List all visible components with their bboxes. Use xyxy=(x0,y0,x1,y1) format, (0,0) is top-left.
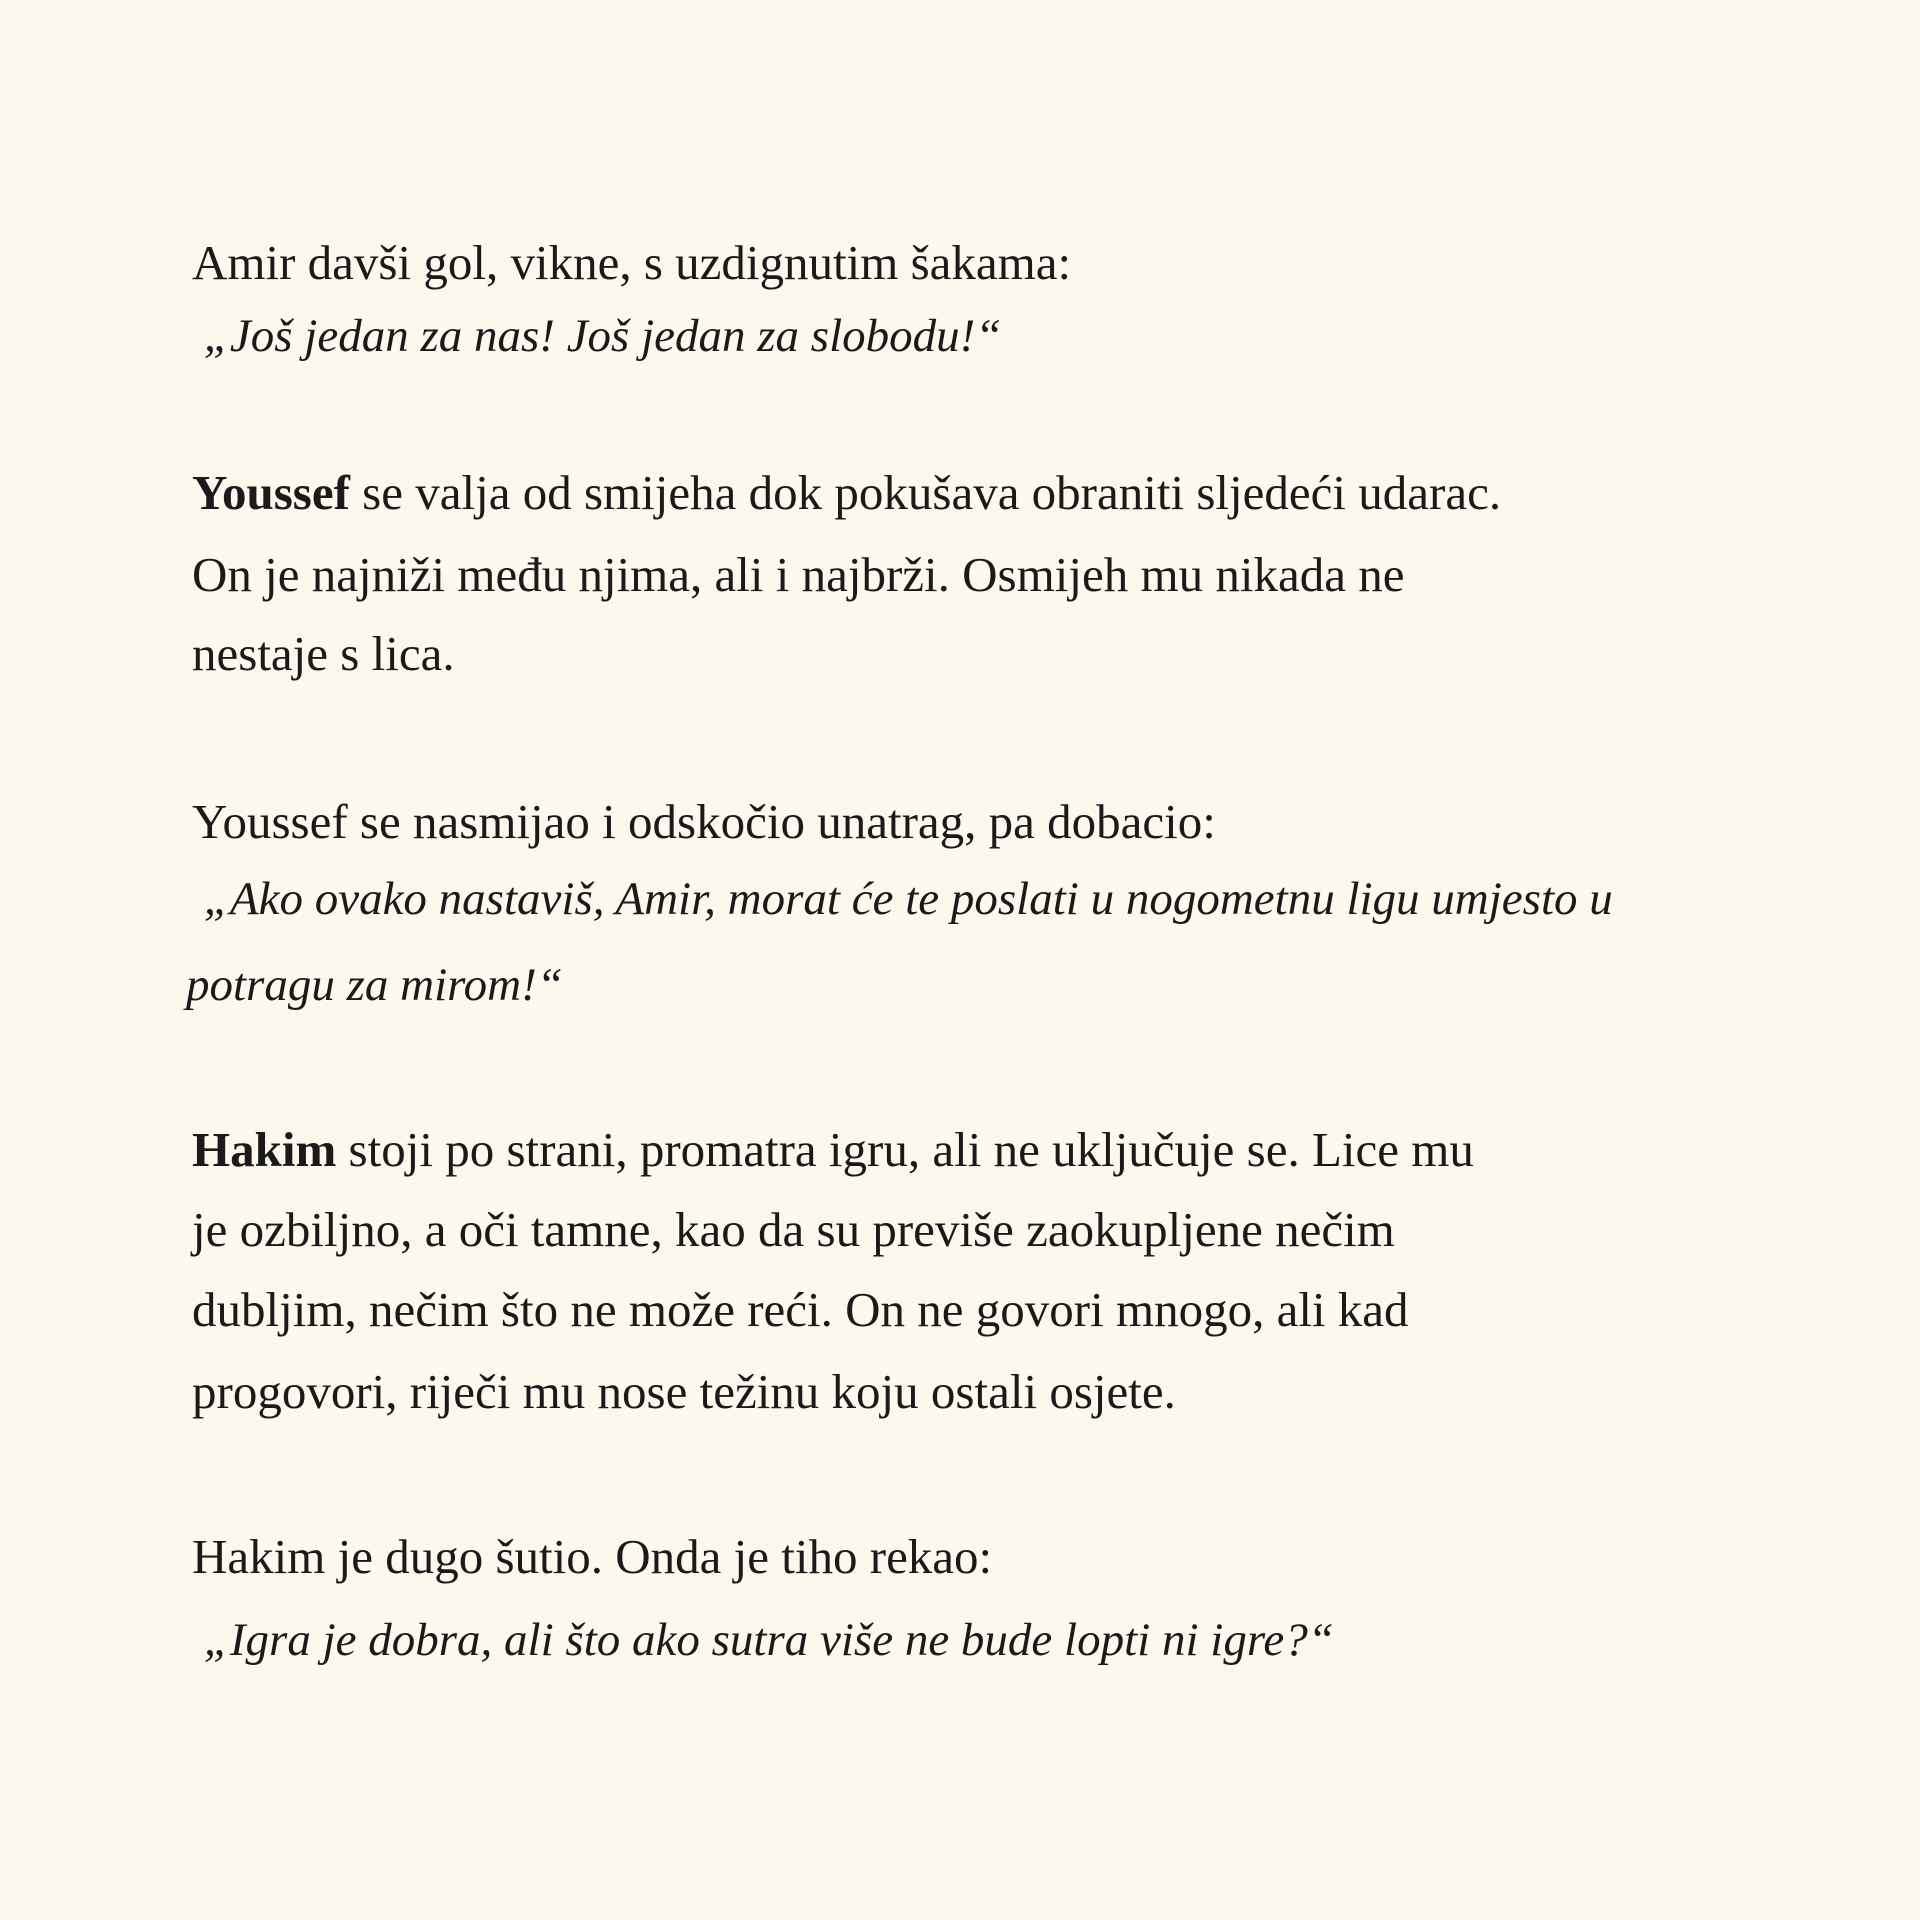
dialogue-line xyxy=(192,859,1613,939)
line-text: se valja od smijeha dok pokušava obraniti sljedeći udarac. xyxy=(349,465,1502,520)
narration-line xyxy=(192,1517,992,1597)
line-text: „Igra je dobra, ali što ako sutra više ne bude lopti ni igre?“ xyxy=(192,1614,1334,1666)
narration-line xyxy=(192,614,455,694)
narration-line xyxy=(192,1110,1474,1190)
line-text: nestaje s lica. xyxy=(192,626,455,681)
narration-line xyxy=(192,1352,1176,1432)
narration-line xyxy=(192,535,1404,615)
dialogue-line xyxy=(192,296,1001,376)
dialogue-line xyxy=(192,1600,1334,1680)
line-text: Youssef se nasmijao i odskočio unatrag, pa dobacio: xyxy=(192,794,1216,849)
narration-line xyxy=(192,1190,1395,1270)
line-text: „Ako ovako nastaviš, Amir, morat će te poslati u nogometnu ligu umjesto u xyxy=(192,873,1613,925)
line-text: „Još jedan za nas! Još jedan za slobodu!“ xyxy=(192,310,1002,362)
line-text: stoji po strani, promatra igru, ali ne uključuje se. Lice mu xyxy=(336,1122,1474,1177)
line-text: progovori, riječi mu nose težinu koju ostali osjete. xyxy=(192,1364,1176,1419)
narration-line xyxy=(192,782,1216,862)
narration-line xyxy=(192,223,1071,303)
line-text: Amir davši gol, vikne, s uzdignutim šakama: xyxy=(192,235,1072,290)
character-name: Youssef xyxy=(192,465,350,520)
line-text: je ozbiljno, a oči tamne, kao da su previše zaokupljene nečim xyxy=(192,1202,1395,1257)
narration-line xyxy=(192,453,1501,533)
character-name: Hakim xyxy=(192,1122,337,1177)
line-text: Hakim je dugo šutio. Onda je tiho rekao: xyxy=(192,1529,993,1584)
line-text: dubljim, nečim što ne može reći. On ne govori mnogo, ali kad xyxy=(192,1282,1409,1337)
dialogue-line xyxy=(186,945,563,1025)
line-text: On je najniži među njima, ali i najbrži. Osmijeh mu nikada ne xyxy=(192,547,1405,602)
line-text: potragu za mirom!“ xyxy=(186,959,563,1011)
narration-line xyxy=(192,1270,1409,1350)
